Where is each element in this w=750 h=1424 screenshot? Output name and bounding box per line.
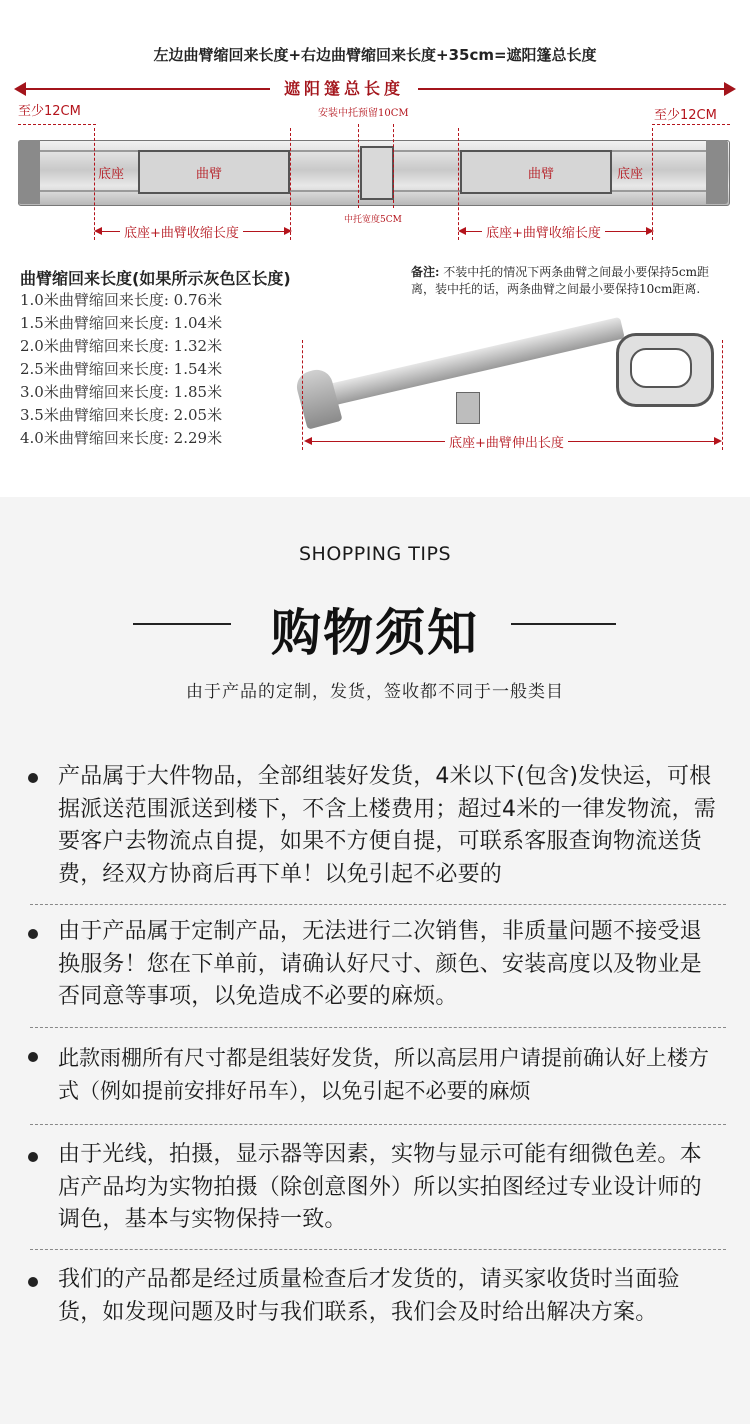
tip-text: 由于光线，拍摄，显示器等因素，实物与显示可能有细微色差。本店产品均为实物拍摄（除创意图外）所以实拍图经过专业设计师的调色，基本与实物保持一致。	[58, 1142, 702, 1232]
tip-text: 产品属于大件物品，全部组装好发货，4米以下(包含)发快运，可根据派送范围派送到楼下，不含上楼费用；超过4米的一律发物流，需要客户去物流点自提，如果不方便自提，可联系客服查询物流送货费，经双方协商后再下单！以免引起不必要的	[58, 764, 716, 887]
length-formula: 左边曲臂缩回来长度+右边曲臂缩回来长度+35cm=遮阳篷总长度	[153, 46, 597, 64]
tip-text: 由于产品属于定制产品，无法进行二次销售，非质量问题不接受退换服务！您在下单前，请确认好尺寸、颜色、安装高度以及物业是否同意等事项，以免造成不必要的麻烦。	[58, 919, 702, 1009]
endcap-right	[706, 140, 728, 204]
bullet-icon	[28, 1277, 38, 1287]
arrow-right-icon	[714, 437, 722, 445]
total-length-label: 遮阳篷总长度	[270, 76, 418, 99]
guide-line	[393, 124, 394, 208]
min-margin-right: 至少12CM	[654, 108, 717, 123]
extend-dimension: 底座+曲臂伸出长度	[445, 432, 568, 451]
retract-dimension-left: 底座+曲臂收缩长度	[120, 222, 243, 241]
retract-row: 1.0米曲臂缩回来长度: 0.76米	[20, 291, 223, 309]
mid-support-note: 安装中托预留10CM	[318, 108, 409, 119]
retract-row: 2.5米曲臂缩回来长度: 1.54米	[20, 360, 223, 378]
arm-label-right: 曲臂	[528, 167, 555, 182]
tips-subtitle: 由于产品的定制，发货，签收都不同于一般类目	[186, 682, 564, 702]
base-label-right: 底座	[617, 167, 644, 182]
mid-support-bracket	[360, 146, 394, 200]
retract-row: 2.0米曲臂缩回来长度: 1.32米	[20, 337, 223, 355]
retract-row: 1.5米曲臂缩回来长度: 1.04米	[20, 314, 223, 332]
tip-text: 我们的产品都是经过质量检查后才发货的，请买家收货时当面验货，如发现问题及时与我们联系，我们会及时给出解决方案。	[58, 1267, 680, 1325]
min-margin-right-line	[652, 124, 730, 126]
guide-line	[652, 128, 653, 240]
installation-diagram	[0, 0, 750, 497]
installation-note	[411, 264, 731, 298]
wall-bracket-inner	[630, 348, 692, 388]
guide-line	[722, 340, 723, 450]
arm-front-end-drawing	[293, 366, 342, 429]
endcap-left	[18, 140, 40, 204]
guide-line	[302, 340, 303, 450]
dashed-divider	[30, 1027, 726, 1028]
dashed-divider	[30, 1124, 726, 1125]
base-label-left: 底座	[98, 167, 125, 182]
bullet-icon	[28, 1052, 38, 1062]
min-margin-left: 至少12CM	[18, 104, 81, 119]
dashed-divider	[30, 1249, 726, 1250]
note-label: 备注:	[411, 265, 440, 279]
arrow-left-icon	[14, 82, 26, 96]
tip-text: 此款雨棚所有尺寸都是组装好发货，所以高层用户请提前确认好上楼方式（例如提前安排好吊车），以免引起不必要的麻烦	[58, 1046, 709, 1103]
arm-label-left: 曲臂	[196, 167, 223, 182]
retract-row: 3.5米曲臂缩回来长度: 2.05米	[20, 406, 223, 424]
arrow-left-icon	[304, 437, 312, 445]
min-margin-left-line	[18, 124, 96, 126]
arrow-left-icon	[94, 227, 102, 235]
arrow-right-icon	[284, 227, 292, 235]
retract-table	[20, 289, 222, 450]
guide-line	[94, 128, 95, 240]
retract-table-title: 曲臂缩回来长度(如果所示灰色区长度)	[20, 269, 291, 288]
arrow-left-icon	[458, 227, 466, 235]
retract-row: 4.0米曲臂缩回来长度: 2.29米	[20, 429, 223, 447]
arrow-right-icon	[724, 82, 736, 96]
retract-dimension-right: 底座+曲臂收缩长度	[482, 222, 605, 241]
retract-row: 3.0米曲臂缩回来长度: 1.85米	[20, 383, 223, 401]
tips-heading-en: SHOPPING TIPS	[298, 543, 452, 565]
dashed-divider	[30, 904, 726, 905]
arrow-right-icon	[646, 227, 654, 235]
bullet-icon	[28, 1152, 38, 1162]
note-text: 不装中托的情况下两条曲臂之间最小要保持5cm距离，装中托的话，两条曲臂之间最小要保持10cm距离.	[411, 265, 710, 296]
mid-support-width: 中托宽度5CM	[344, 215, 402, 225]
shopping-tips-section	[0, 497, 750, 1424]
guide-line	[458, 128, 459, 240]
bullet-icon	[28, 929, 38, 939]
bullet-icon	[28, 773, 38, 783]
guide-line	[290, 128, 291, 240]
guide-line	[358, 124, 359, 208]
arm-joint-drawing	[456, 392, 480, 424]
tips-heading: 购物须知	[271, 604, 479, 662]
